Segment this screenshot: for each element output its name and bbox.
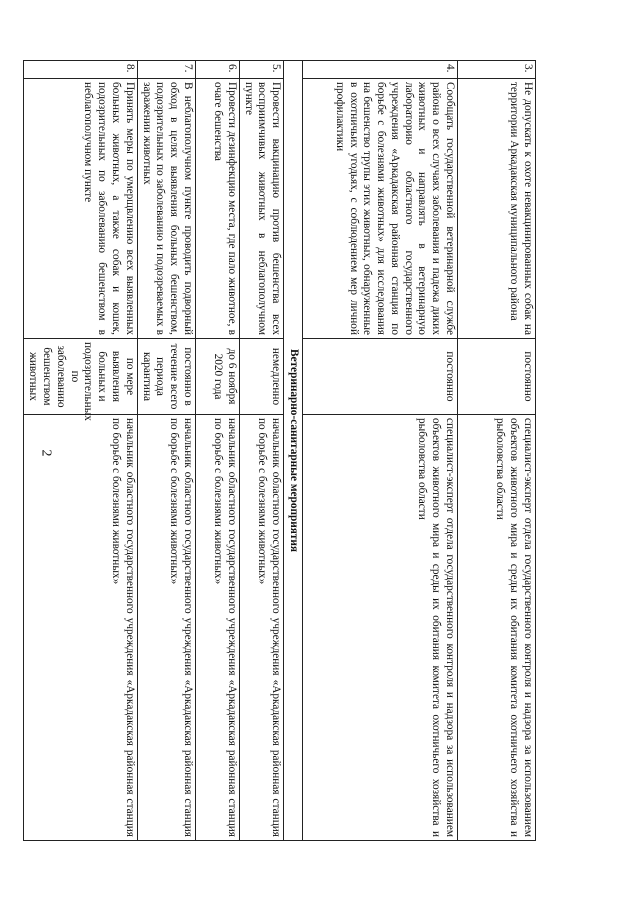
term-cell: по мере выявления больных и подозрительных по заболеванию бешенством животных bbox=[24, 339, 137, 415]
row-number: 4. bbox=[303, 61, 458, 79]
action-cell: Провести дезинфекцию места, где пало животное, в очаге бешенства bbox=[195, 79, 239, 339]
term-cell: до 6 ноября 2020 года bbox=[195, 339, 239, 415]
action-cell: В неблагополучном пункте проводить подворный обход в целях выявления больных бешенством, подозрительных по заболеванию и подозреваемых в заражении животных bbox=[137, 79, 195, 339]
action-cell: Провести вакцинацию против бешенства всех восприимчивых животных в неблагополучном пункте bbox=[239, 79, 283, 339]
responsible-cell: специалист-эксперт отдела государственного контроля и надзора за использованием объектов животного мира и среды их обитания комитета охотничьего хозяйства и рыболовства области bbox=[458, 415, 536, 841]
row-number: 3. bbox=[458, 61, 536, 79]
responsible-cell: начальник областного государственного учреждения «Аркадакская районная станция по борьбе с болезнями животных» bbox=[195, 415, 239, 841]
row-number: 7. bbox=[137, 61, 195, 79]
row-number: 8. bbox=[24, 61, 137, 79]
measures-table-rotated bbox=[27, 60, 536, 840]
action-cell: Не допускать к охоте невакцинированных собак на территории Аркадакская муниципального района bbox=[458, 79, 536, 339]
table-row bbox=[303, 61, 458, 841]
measures-table bbox=[24, 60, 537, 841]
responsible-cell: специалист-эксперт отдела государственного контроля и надзора за использованием объектов животного мира и среды их обитания комитета охотничьего хозяйства и рыболовства области bbox=[303, 415, 458, 841]
section-header-row bbox=[284, 61, 303, 841]
section-title: Ветеринарно-санитарные мероприятия bbox=[284, 61, 303, 841]
table-row bbox=[137, 61, 195, 841]
table-row bbox=[239, 61, 283, 841]
term-cell: постоянно bbox=[303, 339, 458, 415]
responsible-cell: начальник областного государственного учреждения «Аркадакская районная станция по борьбе с болезнями животных» bbox=[24, 415, 137, 841]
term-cell: постоянно в течение всего периода карантина bbox=[137, 339, 195, 415]
table-row bbox=[458, 61, 536, 841]
responsible-cell: начальник областного государственного учреждения «Аркадакская районная станция по борьбе с болезнями животных» bbox=[137, 415, 195, 841]
table-row bbox=[24, 61, 137, 841]
action-cell: Принять меры по умерщвлению всех выявленных больных животных, а также собак и кошек, подозрительных по заболеванию бешенством в неблагополучном пункте bbox=[24, 79, 137, 339]
page-number: 2 bbox=[38, 449, 54, 457]
row-number: 6. bbox=[195, 61, 239, 79]
term-cell: постоянно bbox=[458, 339, 536, 415]
action-cell: Сообщать государственной ветеринарной службе района о всех случаях заболевания и падежа диких животных и направлять в ветеринарную лабораторию областного государственного учреждения «Аркадакская районная станция по борьбе с болезнями животных» для исследования на бешенство трупы этих животных, обнаруженные в охотничьих угодьях, с соблюдением мер личной профилактики bbox=[303, 79, 458, 339]
term-cell: немедленно bbox=[239, 339, 283, 415]
row-number: 5. bbox=[239, 61, 283, 79]
responsible-cell: начальник областного государственного учреждения «Аркадакская районная станция по борьбе с болезнями животных» bbox=[239, 415, 283, 841]
table-row bbox=[195, 61, 239, 841]
